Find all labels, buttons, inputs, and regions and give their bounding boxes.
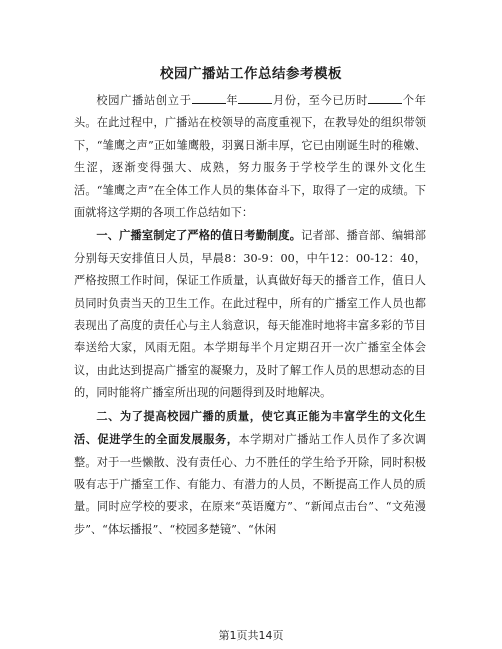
intro-text-d: 个年头。在此过程中，广播站在校领导的高度重视下，在教导处的组织带领下，“雏鹰之声”正如雏鹰般，羽翼日渐丰厚，它已由刚诞生时的稚嫩、生涩，逐渐变得强大、成熟，努力服务于学校学生的课外文化生活。“雏鹰之声”在全体工作人员的集体奋斗下，取得了一定的成绩。下面就将这学期的各项工作总结如下： [74,94,426,220]
section-1-text: 记者部、播音部、编辑部分别每天安排值日人员，早晨8：30-9：00，中午12：00-12：40，严格按照工作时间，保证工作质量，认真做好每天的播音工作，值日人员同时负责当天的卫生工作。在此过程中，所有的广播室工作人员也都表现出了高度的责任心与主人翁意识，每天能准时地将丰富多彩的节目奉送给大家，风雨无阻。本学期每半个月定期召开一次广播室全体会议，由此达到提高广播室的凝聚力，及时了解工作人员的思想动态的目的，同时能将广播室所出现的问题得到及时地解决。 [74,229,426,400]
document-body [74,90,426,541]
paragraph-section-2 [74,405,426,541]
blank-years-count [368,92,402,104]
page-footer: 第1页共14页 [218,629,284,642]
paragraph-intro [74,90,426,224]
blank-month [238,92,272,104]
intro-text-b: 年 [225,94,239,107]
document-title: 校园广播站工作总结参考模板 [160,66,342,82]
blank-year [192,92,226,104]
intro-text-a: 校园广播站创立于 [96,94,192,107]
intro-text-c: 月份，至今已历时 [272,94,369,107]
section-2-text: 本学期对广播站工作人员作了多次调整。对于一些懒散、没有责任心、力不胜任的学生给予开除，同时积极吸有志于广播室工作、有能力、有潜力的人员，不断提高工作人员的质量。同时应学校的要求，在原来“英语魔方”、“新闻点击台”、“文苑漫步”、“体坛播报”、“校园多楚镜”、“休闲 [74,433,426,536]
paragraph-section-1 [74,224,426,404]
section-1-heading: 一、广播室制定了严格的值日考勤制度。 [96,228,302,243]
section-2-heading: 二、为了提高校园广播的质量，使它真正能为丰富学生的文化生活、促进学生的全面发展服务， [74,408,426,447]
